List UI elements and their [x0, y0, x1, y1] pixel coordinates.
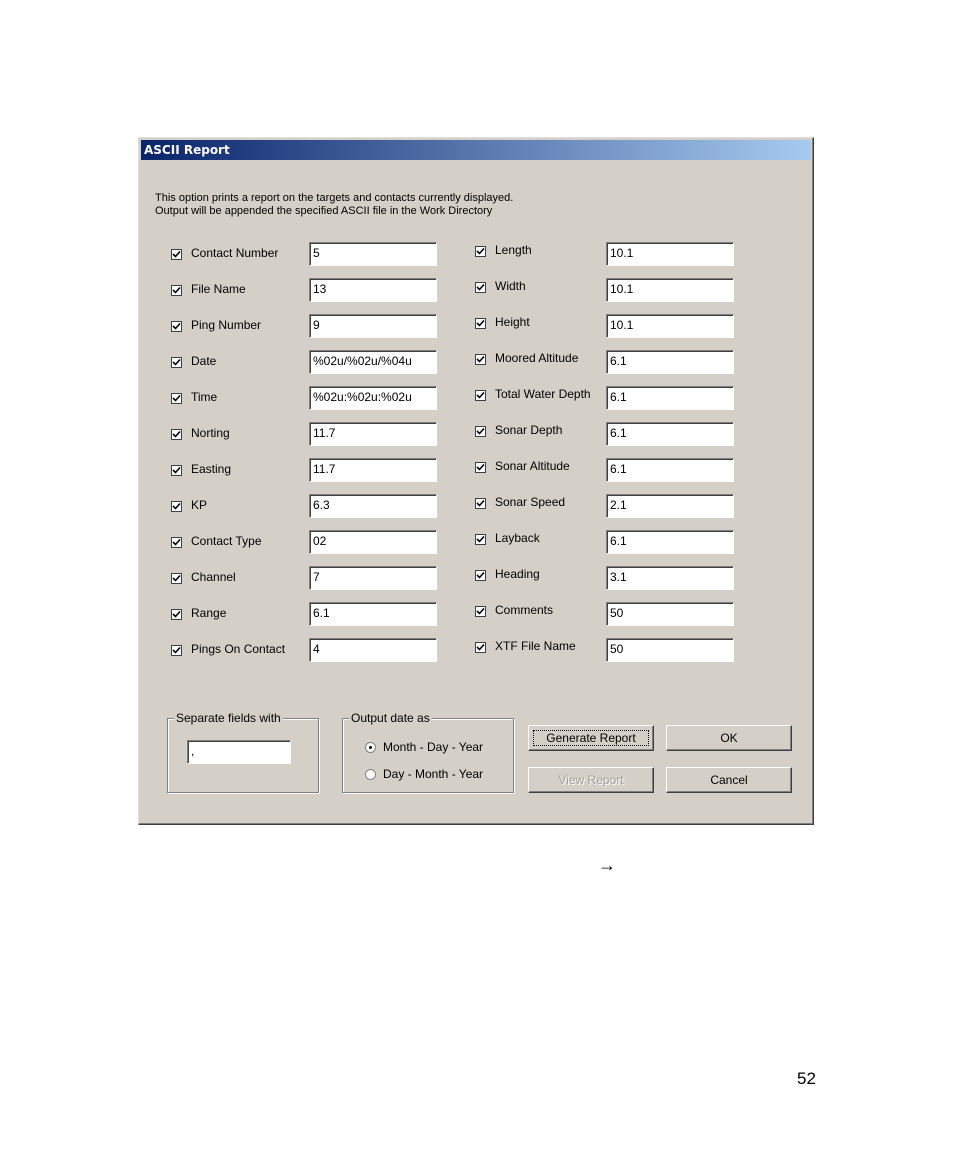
checkmark-icon [476, 607, 485, 616]
field-label: Layback [495, 531, 540, 545]
field-row [139, 494, 813, 516]
field-label: Channel [191, 570, 236, 584]
field-format-input[interactable]: 02 [309, 530, 437, 554]
field-label: XTF File Name [495, 639, 576, 653]
field-row [139, 458, 813, 480]
field-label: Sonar Depth [495, 423, 563, 437]
dialog-description [155, 192, 513, 218]
field-format-input[interactable]: 50 [606, 602, 734, 626]
radio-day-month-year[interactable] [365, 767, 505, 783]
ok-button[interactable]: OK [666, 725, 792, 751]
description-line-2: Output will be appended the specified ASCII file in the Work Directory [155, 205, 493, 217]
field-checkbox[interactable] [475, 606, 486, 617]
field-format-input[interactable]: 6.1 [606, 458, 734, 482]
radio-month-day-year[interactable] [365, 740, 505, 756]
checkmark-icon [476, 283, 485, 292]
field-label: Time [191, 390, 218, 404]
field-checkbox[interactable] [475, 318, 486, 329]
field-checkbox[interactable] [475, 534, 486, 545]
field-row [139, 278, 813, 300]
field-format-input[interactable]: %02u/%02u/%04u [309, 350, 437, 374]
field-row [139, 530, 813, 552]
view-report-button[interactable]: View Report [528, 767, 654, 793]
field-label: Contact Number [191, 246, 279, 260]
radio-day-month-year-label: Day - Month - Year [383, 767, 484, 781]
field-row [139, 242, 813, 264]
field-checkbox[interactable] [475, 570, 486, 581]
separator-group [167, 711, 319, 793]
radio-month-day-year-label: Month - Day - Year [383, 740, 484, 754]
field-row [139, 350, 813, 372]
generate-report-button[interactable] [528, 725, 654, 751]
checkmark-icon [476, 355, 485, 364]
field-label: Date [191, 354, 217, 368]
field-label: Comments [495, 603, 554, 617]
field-row [139, 386, 813, 408]
field-format-input[interactable]: 7 [309, 566, 437, 590]
separator-group-title: Separate fields with [176, 711, 281, 725]
checkmark-icon [476, 427, 485, 436]
field-label: Ping Number [191, 318, 262, 332]
field-row [139, 422, 813, 444]
field-format-input[interactable]: 6.1 [606, 386, 734, 410]
description-line-1: This option prints a report on the targets and contacts currently displayed. [155, 192, 514, 204]
checkmark-icon [476, 571, 485, 580]
field-label: Length [495, 243, 532, 257]
field-format-input[interactable]: 10.1 [606, 278, 734, 302]
field-label: Height [495, 315, 530, 329]
checkmark-icon [476, 319, 485, 328]
field-checkbox[interactable] [475, 498, 486, 509]
field-label: Easting [191, 462, 232, 476]
field-checkbox[interactable] [475, 282, 486, 293]
field-row [139, 314, 813, 336]
field-format-input[interactable]: 13 [309, 278, 437, 302]
field-label: Sonar Speed [495, 495, 566, 509]
checkmark-icon [476, 535, 485, 544]
dialog-title: ASCII Report [141, 140, 811, 160]
checkmark-icon [476, 247, 485, 256]
radio-unselected-icon [365, 769, 376, 780]
field-format-input[interactable]: 50 [606, 638, 734, 662]
field-format-input[interactable]: 6.1 [309, 602, 437, 626]
date-format-group [342, 711, 514, 793]
radio-selected-icon [365, 742, 376, 753]
field-format-input[interactable]: 6.1 [606, 530, 734, 554]
field-format-input[interactable]: 6.1 [606, 422, 734, 446]
field-format-input[interactable]: 3.1 [606, 566, 734, 590]
field-checkbox[interactable] [475, 642, 486, 653]
field-format-input[interactable]: 6.3 [309, 494, 437, 518]
field-format-input[interactable]: 9 [309, 314, 437, 338]
field-label: File Name [191, 282, 246, 296]
field-label: Pings On Contact [191, 642, 286, 656]
cancel-button[interactable]: Cancel [666, 767, 792, 793]
separator-input[interactable]: , [187, 740, 291, 764]
field-label: Contact Type [191, 534, 262, 548]
field-label: Total Water Depth [495, 387, 591, 401]
ascii-report-dialog [138, 137, 814, 825]
checkmark-icon [476, 391, 485, 400]
field-label: Moored Altitude [495, 351, 579, 365]
checkmark-icon [476, 499, 485, 508]
field-label: Heading [495, 567, 540, 581]
field-label: Sonar Altitude [495, 459, 570, 473]
field-format-input[interactable]: 4 [309, 638, 437, 662]
field-format-input[interactable]: %02u:%02u:%02u [309, 386, 437, 410]
field-row [139, 602, 813, 624]
field-label: KP [191, 498, 208, 512]
field-format-input[interactable]: 6.1 [606, 350, 734, 374]
field-row [139, 638, 813, 660]
field-row [139, 566, 813, 588]
field-label: Range [191, 606, 227, 620]
checkmark-icon [476, 643, 485, 652]
date-format-group-title: Output date as [351, 711, 430, 725]
field-label: Width [495, 279, 526, 293]
checkmark-icon [476, 463, 485, 472]
field-format-input[interactable]: 11.7 [309, 422, 437, 446]
field-checkbox[interactable] [475, 426, 486, 437]
field-label: Norting [191, 426, 230, 440]
generate-report-label: Generate Report [546, 731, 636, 745]
field-format-input[interactable]: 5 [309, 242, 437, 266]
field-checkbox[interactable] [475, 246, 486, 257]
field-format-input[interactable]: 2.1 [606, 494, 734, 518]
field-format-input[interactable]: 10.1 [606, 242, 734, 266]
field-format-input[interactable]: 10.1 [606, 314, 734, 338]
field-format-input[interactable]: 11.7 [309, 458, 437, 482]
field-checkbox[interactable] [475, 462, 486, 473]
arrow-glyph: → [598, 855, 616, 875]
field-checkbox[interactable] [475, 354, 486, 365]
page-number: 52 [797, 1069, 816, 1088]
field-checkbox[interactable] [475, 390, 486, 401]
